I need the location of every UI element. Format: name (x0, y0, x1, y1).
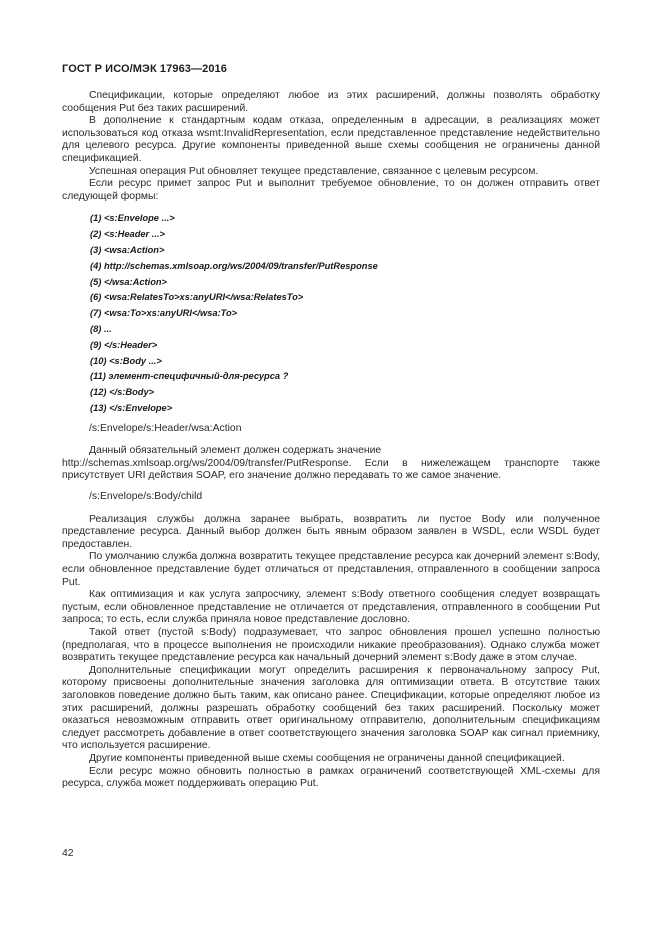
paragraph: Успешная операция Put обновляет текущее представление, связанное с целевым ресурсом. (89, 165, 539, 177)
code-line: (12) </s:Body> (90, 387, 155, 398)
paragraph: Дополнительные спецификации могут определить расширения к первоначальному запросу Put, которому присвоены дополнительные значения заголовка для оптимизации ответа. В отсутствие таких заголовков поведение должно быть таким, как описано ранее. Спецификации, которые определяют любое из этих расширений, должны разрешать обработку сообщений без таких расширений. Поскольку может оказаться невозможным отправить ответ оригинальному отправителю, дополнительным спецификациям следует рассмотреть добавление в ответ соответствующего значения заголовка SOAP как сигнал приемнику, что используется расширение. (62, 664, 600, 752)
code-line: (4) http://schemas.xmlsoap.org/ws/2004/09/transfer/PutResponse (90, 260, 378, 271)
code-line: (10) <s:Body ...> (90, 355, 162, 366)
code-line: (5) </wsa:Action> (90, 276, 167, 287)
paragraph (62, 445, 600, 483)
paragraph: Другие компоненты приведенной выше схемы сообщения не ограничены данной спецификацией. (89, 752, 565, 764)
paragraph-line: Данный обязательный элемент должен содержать значение (89, 445, 382, 457)
code-line: (6) <wsa:RelatesTo>xs:anyURI</wsa:RelatesTo> (90, 292, 304, 303)
paragraph: Реализация службы должна заранее выбрать, возвратить ли пустое Body или полученное представление ресурса. Данный выбор должен быть явным образом заявлен в WSDL, если WSDL будет предоставлен. (62, 513, 600, 550)
code-line: (2) <s:Header ...> (90, 229, 165, 240)
paragraph: Спецификации, которые определяют любое из этих расширений, должны позволять обработку сообщения Put без таких расширений. (62, 90, 600, 114)
code-line: (13) </s:Envelope> (90, 402, 173, 413)
paragraph: В дополнение к стандартным кодам отказа, определенным в адресации, в реализациях может использоваться код отказа wsmt:InvalidRepresentation, если представленное представление недействительно для целевого ресурса. Другие компоненты приведенной выше схемы сообщения не ограничены данной спецификацией. (62, 115, 600, 164)
paragraph: Такой ответ (пустой s:Body) подразумевает, что запрос обновления прошел успешно полностью (предполагая, что в процессе выполнения не происходили никакие преобразования). Однако служба может возвратить текущее представление ресурса как начальный дочерний элемент s:Body даже в этом случае. (62, 627, 600, 664)
code-line: (3) <wsa:Action> (90, 244, 165, 255)
standard-header: ГОСТ Р ИСО/МЭК 17963—2016 (62, 63, 227, 75)
code-line: (11) элемент-специфичный-для-ресурса ? (90, 371, 289, 382)
xpath-body-child: /s:Envelope/s:Body/child (89, 491, 203, 503)
paragraph: Если ресурс можно обновить полностью в рамках ограничений соответствующей XML-схемы для ресурса, служба может поддерживать операцию Put. (62, 765, 600, 790)
page-number: 42 (62, 848, 74, 859)
body-text (62, 90, 600, 791)
code-listing (90, 211, 600, 416)
paragraph: Если ресурс примет запрос Put и выполнит требуемое обновление, то он должен отправить ответ следующей формы: (62, 178, 600, 202)
code-line: (8) ... (90, 323, 112, 334)
code-line: (9) </s:Header> (90, 339, 158, 350)
xpath-action: /s:Envelope/s:Header/wsa:Action (89, 422, 242, 434)
code-line: (7) <wsa:To>xs:anyURI</wsa:To> (90, 308, 238, 319)
paragraph: Как оптимизация и как услуга запросчику, элемент s:Body ответного сообщения следует возвращать пустым, если обновленное представление не отличается от представления, отправленного в сообщении Put запроса; то есть, если служба приняла новое представление дословно. (62, 589, 600, 626)
paragraph-line: http://schemas.xmlsoap.org/ws/2004/09/transfer/PutResponse. Если в нижележащем транспорте также присутствует URI действия SOAP, его значение должно передавать то же самое значение. (62, 457, 600, 482)
paragraph: По умолчанию служба должна возвратить текущее представление ресурса как дочерний элемент s:Body, если обновленное представление будет отличаться от представления, отправленного в сообщении запроса Put. (62, 551, 601, 588)
code-line: (1) <s:Envelope ...> (90, 213, 175, 224)
